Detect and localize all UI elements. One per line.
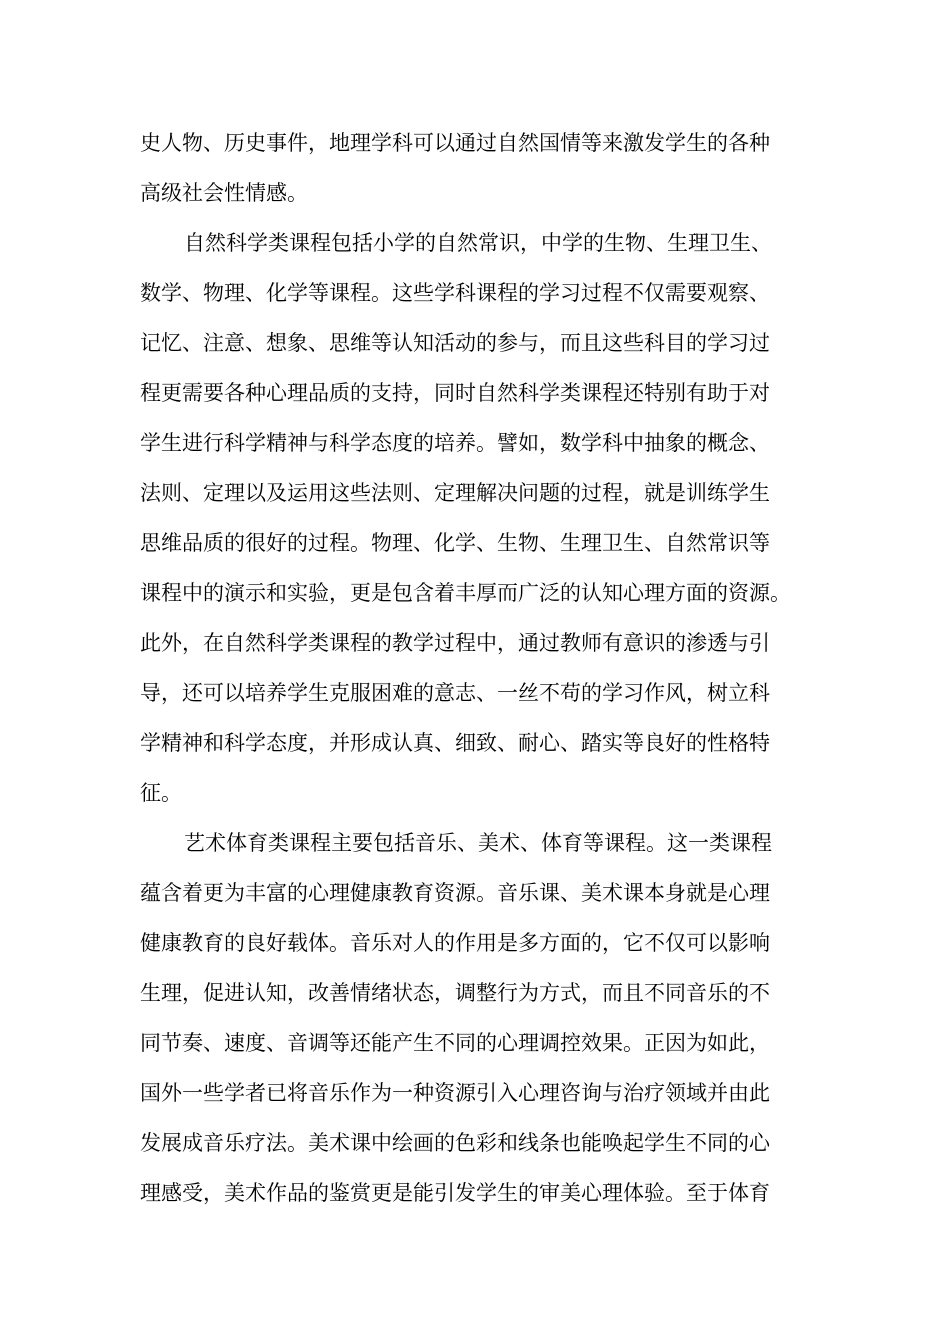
text-line: 健康教育的良好载体。音乐对人的作用是多方面的，它不仅可以影响 [140,931,770,955]
text-line: 数学、物理、化学等课程。这些学科课程的学习过程不仅需要观察、 [140,281,770,305]
text-line: 理感受，美术作品的鉴赏更是能引发学生的审美心理体验。至于体育 [140,1181,770,1205]
text-line: 思维品质的很好的过程。物理、化学、生物、生理卫生、自然常识等 [140,531,770,555]
text-line: 国外一些学者已将音乐作为一种资源引入心理咨询与治疗领域并由此 [140,1081,770,1105]
text-line: 蕴含着更为丰富的心理健康教育资源。音乐课、美术课本身就是心理 [140,881,770,905]
body-text [140,118,820,1218]
text-line: 发展成音乐疗法。美术课中绘画的色彩和线条也能唤起学生不同的心 [140,1131,770,1155]
text-line: 学生进行科学精神与科学态度的培养。譬如，数学科中抽象的概念、 [140,431,770,455]
text-line: 导，还可以培养学生克服困难的意志、一丝不苟的学习作风，树立科 [140,681,770,705]
text-line: 记忆、注意、想象、思维等认知活动的参与，而且这些科目的学习过 [140,331,770,355]
text-line: 课程中的演示和实验，更是包含着丰厚而广泛的认知心理方面的资源。 [140,581,791,605]
text-line: 同节奏、速度、音调等还能产生不同的心理调控效果。正因为如此， [140,1031,770,1055]
text-line: 征。 [140,781,182,805]
text-line: 此外，在自然科学类课程的教学过程中，通过教师有意识的渗透与引 [140,631,770,655]
text-line: 生理，促进认知，改善情绪状态，调整行为方式，而且不同音乐的不 [140,981,770,1005]
text-line: 高级社会性情感。 [140,181,308,205]
text-line: 法则、定理以及运用这些法则、定理解决问题的过程，就是训练学生 [140,481,770,505]
paragraph-start-line: 艺术体育类课程主要包括音乐、美术、体育等课程。这一类课程 [184,831,772,855]
text-line: 程更需要各种心理品质的支持，同时自然科学类课程还特别有助于对 [140,381,770,405]
text-line: 史人物、历史事件，地理学科可以通过自然国情等来激发学生的各种 [140,131,770,155]
paragraph-start-line: 自然科学类课程包括小学的自然常识，中学的生物、生理卫生、 [184,231,772,255]
text-line: 学精神和科学态度，并形成认真、细致、耐心、踏实等良好的性格特 [140,731,770,755]
